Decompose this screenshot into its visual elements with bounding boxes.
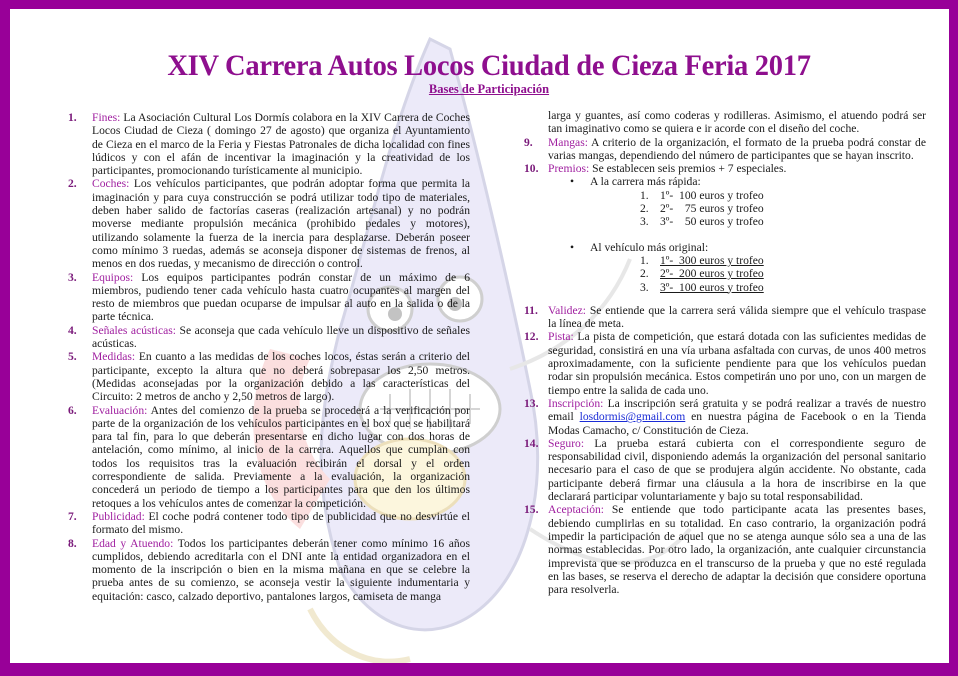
prize-heading: • Al vehículo más original:: [566, 241, 926, 254]
rule-number: 12.: [524, 330, 539, 344]
rule-label: Señales acústicas:: [92, 323, 176, 337]
prize-text: 3º- 100 euros y trofeo: [660, 280, 764, 294]
prize-number: 3.: [640, 215, 649, 229]
rule-10: [524, 162, 926, 175]
prize-number: 3.: [640, 280, 649, 294]
prize-item: [640, 254, 926, 267]
rules-column-left: [68, 111, 470, 603]
rules-column-right: [524, 109, 926, 596]
rule-label: Validez:: [548, 303, 586, 317]
rule-number: 14.: [524, 436, 539, 450]
rule-label: Edad y Atuendo:: [92, 536, 174, 550]
rule-text: La Asociación Cultural Los Dormís colabora en la XIV Carrera de Coches Locos Ciudad de Cieza ( domingo 27 de agosto) que organiza el Ayuntamiento de Cieza en el marco de la Feria y Fiestas Patronales de dicha localidad con fines lúdicos y con el afán de incentivar la imaginación y la creatividad de los participantes, promocionando turísticamente al municipio.: [92, 111, 470, 178]
prize-text: 1º- 300 euros y trofeo: [660, 253, 764, 267]
rule-1: [68, 111, 470, 177]
rule-label: Fines:: [92, 111, 121, 124]
rule-number: 15.: [524, 503, 539, 517]
rule-text: Se establecen seis premios + 7 especiales.: [589, 162, 787, 176]
rule-number: 2.: [68, 177, 77, 191]
rule-label: Seguro:: [548, 436, 585, 450]
rule-label: Coches:: [92, 177, 130, 191]
rule-text: En cuanto a las medidas de los coches locos, éstas serán a criterio del participante, excepto la altura que no deberá sobrepasar los 2,50 metros. (Medidas aconsejadas por la organización debido a las características del Circuito: 2 metros de ancho y 2,50 metros de largo).: [92, 350, 470, 404]
rule-number: 3.: [68, 270, 77, 284]
rule-number: 7.: [68, 509, 77, 523]
rule-15: [524, 503, 926, 596]
rule-text: Los vehículos participantes, que podrán adoptar forma que permita la imaginación y para cuya construcción se podrá utilizar todo tipo de materiales, deben haber salido de factorías caseras (realización artesanal) y no podrán moverse mediante propulsión mecánica (prohibido pedales y motores), utilizando solamente la fuerza de la inercia para desplazarse. Deberán poseer como mínimo 3 ruedas, además se aconseja disponer de sistemas de frenos, al menos en dos ruedas, y mecanismo de dirección o control.: [92, 177, 470, 271]
rule-text: en nuestra página de Facebook o en la Tienda Modas Camacho, c/ Constitución de Cieza.: [548, 410, 926, 437]
prize-number: 2.: [640, 202, 649, 216]
rule-text: La inscripción será gratuita y se podrá realizar a través de nuestro email: [548, 396, 926, 424]
rule-label: Medidas:: [92, 350, 136, 364]
document-subtitle: Bases de Participación: [428, 82, 550, 96]
prize-number: 1.: [640, 253, 649, 267]
rule-label: Publicidad:: [92, 509, 145, 523]
rule-text: Se aconseja que cada vehículo lleve un dispositivo de señales acústicas.: [92, 323, 470, 351]
spacer: [524, 294, 926, 304]
prize-number: 2.: [640, 267, 649, 281]
prize-item: [640, 202, 926, 215]
rule-text: A criterio de la organización, el formato de la prueba podrá constar de varias mangas, dependiendo del número de participantes que se hayan inscrito.: [548, 135, 926, 162]
rule-number: 6.: [68, 403, 77, 417]
rule-8: [68, 537, 470, 603]
rule-12: [524, 330, 926, 396]
rule-2: [68, 177, 470, 270]
rule-label: Aceptación:: [548, 503, 605, 517]
document-title: XIV Carrera Autos Locos Ciudad de Cieza Feria 2017: [167, 49, 811, 82]
rule-label: Equipos:: [92, 270, 134, 284]
prize-text: 1º- 100 euros y trofeo: [660, 188, 764, 202]
prize-text: 3º- 50 euros y trofeo: [660, 215, 764, 229]
rule-number: 4.: [68, 323, 77, 337]
rule-number: 8.: [68, 536, 77, 550]
rule-8-continuation: larga y guantes, así como coderas y rodilleras. Asimismo, el atuendo podrá ser tan imaginativo como se quiera e ir acorde con el diseño del coche.: [548, 109, 926, 136]
rule-text: La prueba estará cubierta con el correspondiente seguro de responsabilidad civil, disponiendo además la organización del personal sanitario necesario para el caso de que se produjera algún accidente. No obstante, cada participante deberá firmar una cláusula a la hora de inscribirse en la que declarará participar voluntariamente y bajo su total responsabilidad.: [548, 436, 926, 504]
prize-item: [640, 267, 926, 280]
prize-text: 2º- 200 euros y trofeo: [660, 267, 764, 281]
rule-number: 10.: [524, 162, 539, 176]
prize-number: 1.: [640, 188, 649, 202]
rule-9: [524, 136, 926, 163]
spacer: [524, 229, 926, 241]
rule-text: Los equipos participantes podrán constar de un máximo de 6 miembros, pudiendo tener cada vehículo hasta cuatro ocupantes al margen del resto de miembros que puedan ocuparse de impulsar al auto en la salida o de la parte técnica.: [92, 270, 470, 324]
prize-item: [640, 281, 926, 294]
rule-number: 9.: [524, 135, 533, 149]
rule-4: [68, 324, 470, 351]
rule-number: 13.: [524, 396, 539, 410]
prize-text: 2º- 75 euros y trofeo: [660, 202, 764, 216]
rule-label: Pista:: [548, 330, 574, 344]
prize-group-original: [566, 241, 926, 294]
rule-text: La pista de competición, que estará dotada con las suficientes medidas de seguridad, consistirá en una vía urbana asfaltada con curvas, de unos 400 metros aproximadamente, con la suficiente pendiente para que los vehículos puedan rodar sin propulsión mecánica. Estos competirán uno por uno, con un margen de tiempo entre la salida de cada uno.: [548, 330, 926, 397]
rule-label: Evaluación:: [92, 403, 148, 417]
rule-6: [68, 404, 470, 510]
rule-number: 1.: [68, 111, 77, 124]
rule-text: Todos los participantes deberán tener como mínimo 16 años cumplidos, debiendo acreditarla con el DNI ante la entidad organizadora en el momento de la inscripción o bien en la misma mañana en que se celebre la prueba antes de su comienzo, se aconseja vestir la siguiente indumentaria y equitación: casco, calzado deportivo, pantalones largos, camiseta de manga: [92, 536, 470, 603]
rule-label: Mangas:: [548, 135, 588, 149]
rule-13: [524, 397, 926, 437]
email-link[interactable]: losdormis@gmail.com: [579, 410, 686, 424]
rule-5: [68, 350, 470, 403]
rule-14: [524, 437, 926, 503]
rule-7: [68, 510, 470, 537]
prize-group-fastest: [566, 175, 926, 228]
rule-number: 5.: [68, 350, 77, 364]
rule-number: 11.: [524, 303, 538, 317]
rule-text: Antes del comienzo de la prueba se procederá a la verificación por parte de la organización de los vehículos participantes en el box que se habilitará para tal fin, para lo que deberán presentarse en dicho lugar con dos horas de antelación, como mínimo, al inicio de la carrera. Aquellos que cumplan con todos los requisitos tras la evaluación recibirán el dorsal y el orden correspondiente de salida. Previamente a la evaluación, la organización concederá un periodo de tiempo a los participantes para que den los últimos retoques a los vehículos antes de comenzar la competición.: [92, 403, 470, 510]
prize-heading: • A la carrera más rápida:: [566, 175, 926, 188]
rule-text: El coche podrá contener todo tipo de publicidad que no desvirtúe el formato del mismo.: [92, 509, 470, 537]
rule-text: Se entiende que todo participante acata las presentes bases, debiendo cumplirlas en su totalidad. En caso contrario, la organización podrá impedir la participación de aquel que no se atenga aunque sólo sea a una de las normas establecidas. Por otro lado, la organización, ante cualquier circunstancia imprevista que se produzca en el transcurso de la prueba y que no esté regulada en las bases, se reserva el derecho de adaptar la decisión que considere oportuna para resolverla.: [548, 503, 926, 597]
rule-label: Inscripción:: [548, 396, 604, 410]
rule-text: Se entiende que la carrera será válida siempre que el vehículo traspase la línea de meta.: [548, 303, 926, 331]
rule-3: [68, 271, 470, 324]
rule-label: Premios:: [548, 162, 590, 176]
prize-item: [640, 215, 926, 228]
rule-11: [524, 304, 926, 331]
prize-item: [640, 189, 926, 202]
